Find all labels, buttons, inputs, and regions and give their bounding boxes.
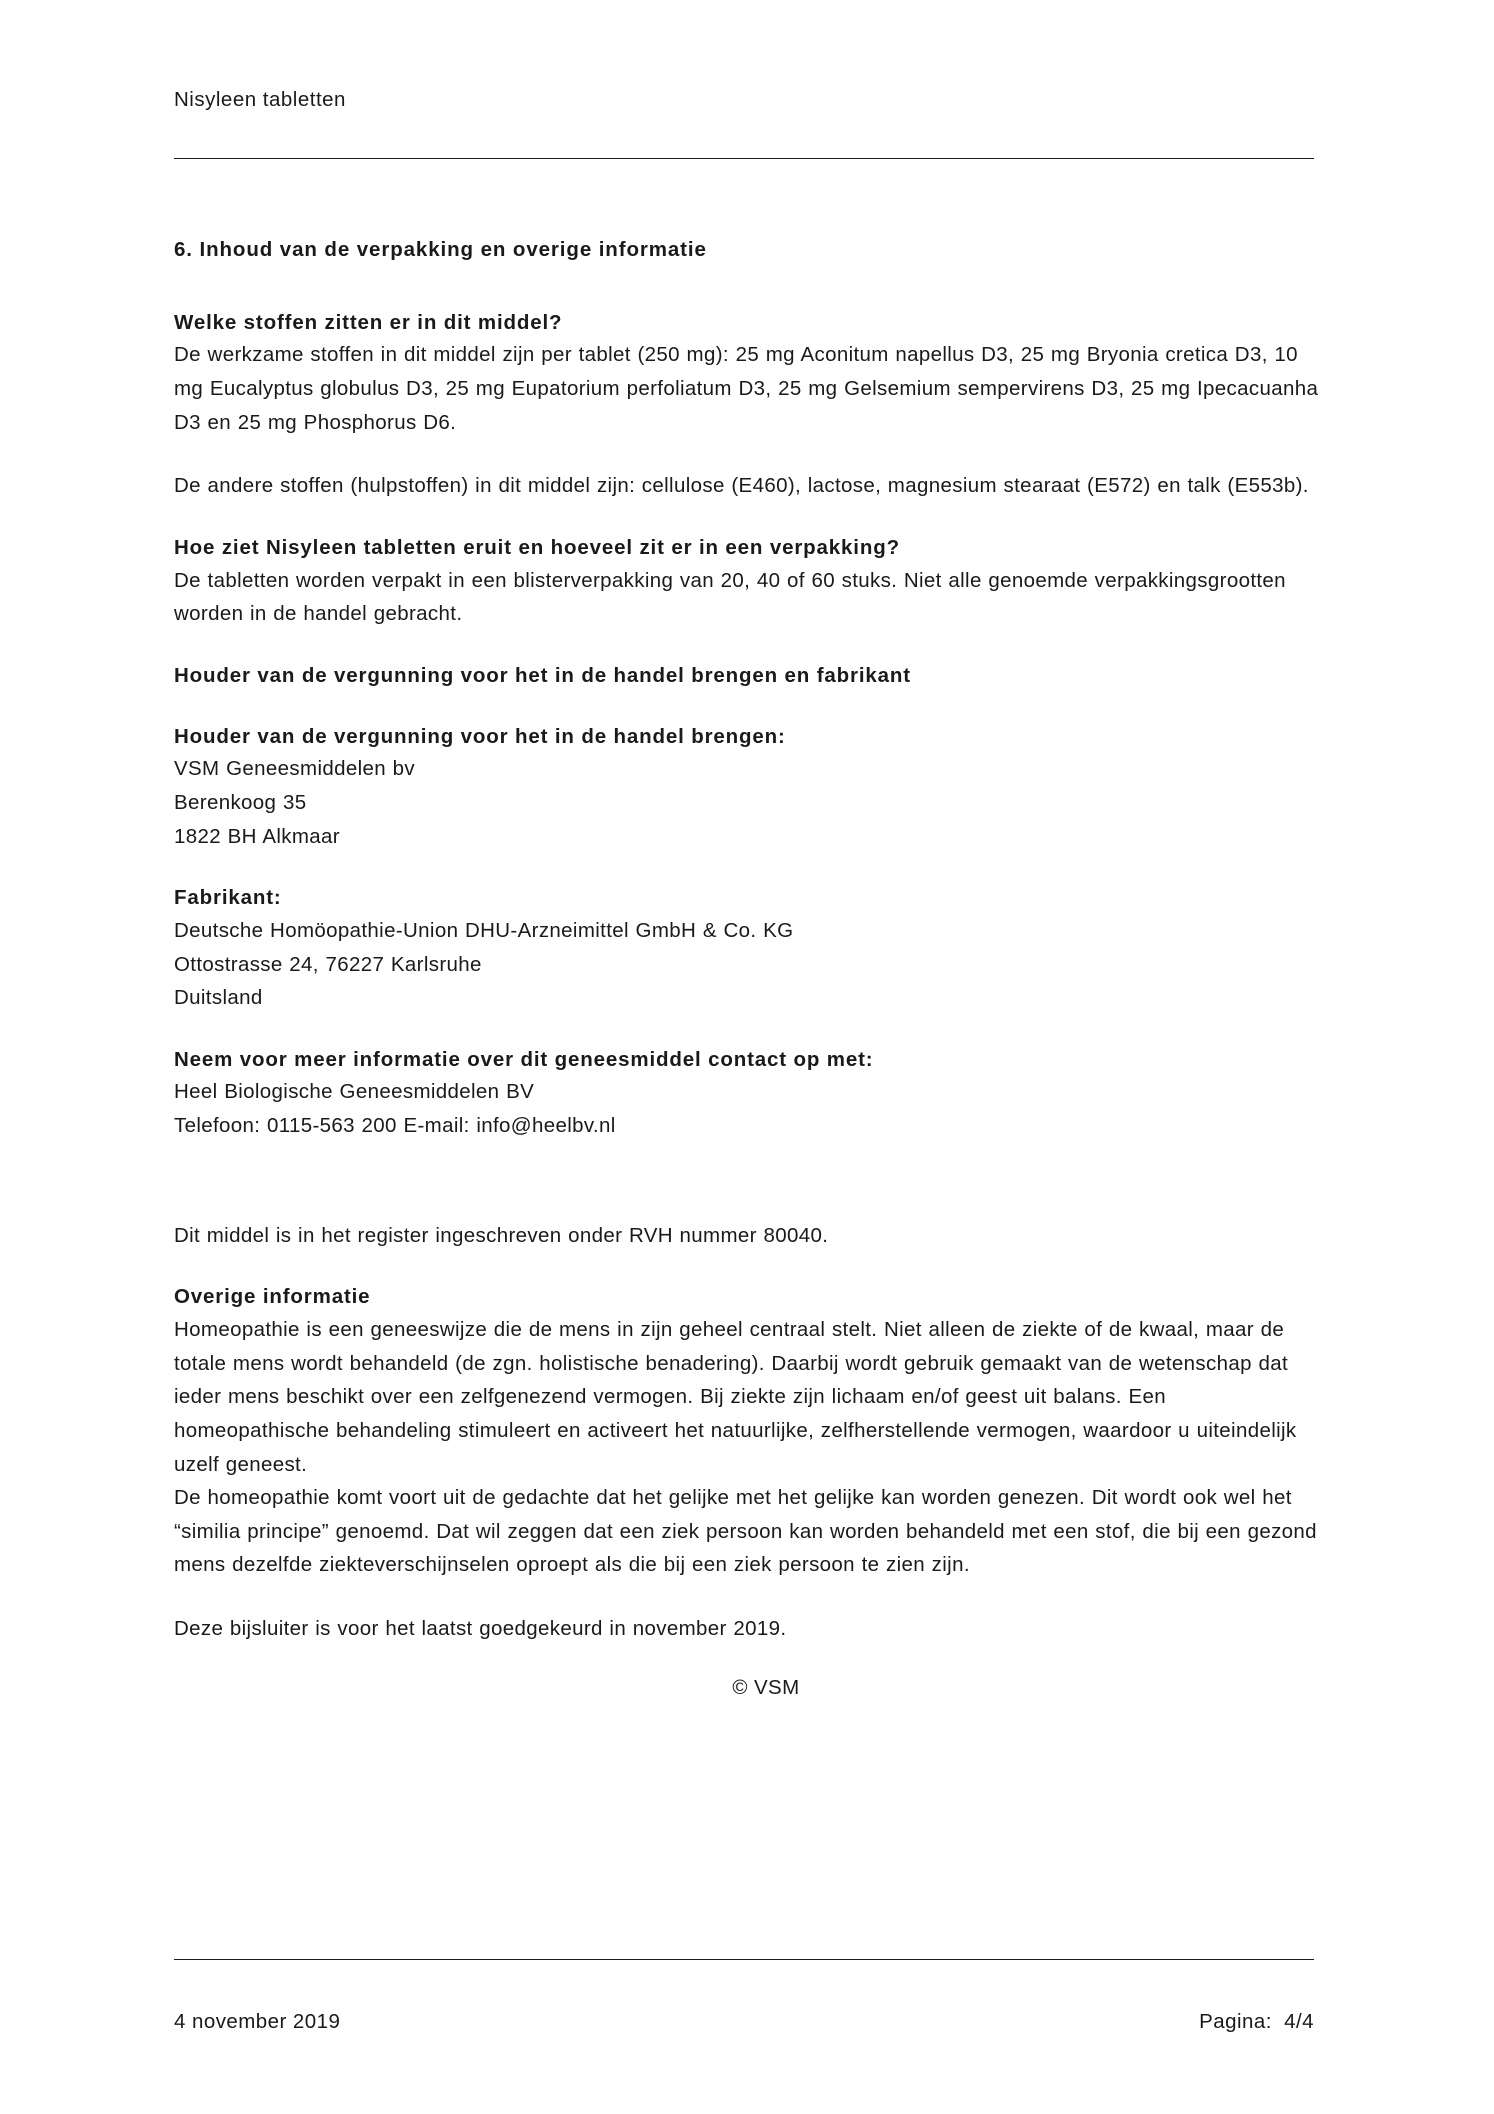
spacer — [174, 439, 1320, 469]
manufacturer-address-line: Deutsche Homöopathie-Union DHU-Arzneimittel GmbH & Co. KG — [174, 918, 794, 942]
holder-address-line: VSM Geneesmiddelen bv — [174, 757, 416, 781]
footer-page-number: Pagina: 4/4 — [1199, 2010, 1314, 2033]
contact-heading: Neem voor meer informatie over dit geneesmiddel contact op met: — [174, 1047, 874, 1071]
spacer — [174, 1582, 1320, 1612]
ingredients-heading: Welke stoffen zitten er in dit middel? — [174, 310, 563, 334]
other-info-heading: Overige informatie — [174, 1285, 371, 1309]
spacer — [174, 1252, 1320, 1282]
spacer — [174, 1015, 1320, 1045]
excipients-text: De andere stoffen (hulpstoffen) in dit middel zijn: cellulose (E460), lactose, magnesium stearaat (E572) en talk (E553b). — [174, 474, 1309, 498]
registration-text: Dit middel is in het register ingeschreven onder RVH nummer 80040. — [174, 1223, 829, 1247]
spacer — [174, 1143, 1320, 1219]
copyright-notice: © VSM — [732, 1675, 800, 1699]
holder-address-line: 1822 BH Alkmaar — [174, 824, 340, 848]
spacer — [174, 1646, 1320, 1676]
contact-company: Heel Biologische Geneesmiddelen BV — [174, 1080, 535, 1104]
appearance-heading: Hoe ziet Nisyleen tabletten eruit en hoeveel zit er in een verpakking? — [174, 535, 900, 559]
other-info-paragraph-1: Homeopathie is een geneeswijze die de mens in zijn geheel centraal stelt. Niet alleen de ziekte of de kwaal, maar de totale mens wordt behandeld (de zgn. holistische benadering). Daarbij wordt gebruik gemaakt van de wetenschap dat ieder mens beschikt over een zelfgenezend vermogen. Bij ziekte zijn lichaam en/of geest uit balans. Een homeopathische behandeling stimuleert en activeert het natuurlijke, zelfherstellende vermogen, waardoor u uiteindelijk uzelf geneest. — [174, 1318, 1297, 1476]
other-info-paragraph-2: De homeopathie komt voort uit de gedachte dat het gelijke met het gelijke kan worden genezen. Dit wordt ook wel het “similia principe” genoemd. Dat wil zeggen dat een ziek persoon kan worden behandeld met een stof, die bij een gezond mens dezelfde ziekteverschijnselen oproept als die bij een ziek persoon te zien zijn. — [174, 1486, 1317, 1577]
spacer — [174, 503, 1320, 533]
page-footer — [174, 2010, 1314, 2034]
appearance-text: De tabletten worden verpakt in een blisterverpakking van 20, 40 of 60 stuks. Niet alle genoemde verpakkingsgrootten worden in de handel gebracht. — [174, 568, 1286, 626]
authorisation-group-heading: Houder van de vergunning voor het in de handel brengen en fabrikant — [174, 663, 911, 687]
spacer — [174, 692, 1320, 722]
active-substances-text: De werkzame stoffen in dit middel zijn per tablet (250 mg): 25 mg Aconitum napellus D3, 25 mg Bryonia cretica D3, 10 mg Eucalyptus globulus D3, 25 mg Eupatorium perfoliatum D3, 25 mg Gelsemium sempervirens D3, 25 mg Ipecacuanha D3 en 25 mg Phosphorus D6. — [174, 343, 1319, 434]
spacer — [174, 631, 1320, 661]
document-body — [174, 236, 1320, 1700]
running-header: Nisyleen tabletten — [174, 88, 346, 111]
manufacturer-address-line: Ottostrasse 24, 76227 Karlsruhe — [174, 952, 482, 976]
header-divider — [174, 158, 1314, 159]
section-heading: 6. Inhoud van de verpakking en overige informatie — [174, 238, 707, 261]
footer-divider — [174, 1959, 1314, 1960]
spacer — [174, 264, 1320, 308]
approval-text: Deze bijsluiter is voor het laatst goedgekeurd in november 2019. — [174, 1616, 787, 1640]
manufacturer-address-line: Duitsland — [174, 986, 263, 1010]
contact-phone-email: Telefoon: 0115-563 200 E-mail: info@heelbv.nl — [174, 1114, 616, 1138]
holder-address-line: Berenkoog 35 — [174, 790, 307, 814]
spacer — [174, 853, 1320, 883]
footer-date: 4 november 2019 — [174, 2010, 341, 2033]
authorisation-holder-heading: Houder van de vergunning voor het in de handel brengen: — [174, 724, 786, 748]
manufacturer-heading: Fabrikant: — [174, 886, 282, 910]
